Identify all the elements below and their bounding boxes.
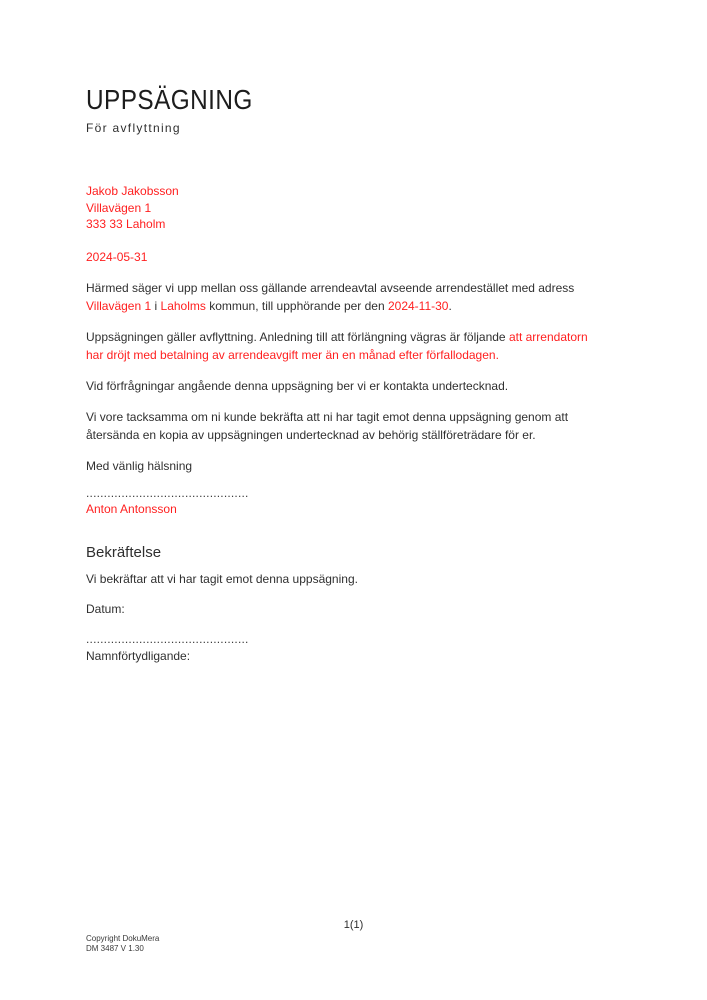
recipient-block (86, 183, 634, 233)
signature-line: .............................................. (86, 485, 249, 500)
field-reason-continued: har dröjt med betalning av arrendeavgift mer än en månad efter förfallodagen. (86, 347, 499, 362)
letter-date: 2024-05-31 (86, 249, 148, 264)
text-segment: i (151, 298, 161, 313)
document-title: UPPSÄGNING (86, 84, 253, 115)
confirmation-signature-line: .............................................. (86, 631, 249, 646)
paragraph-termination (86, 279, 634, 315)
recipient-name: Jakob Jakobsson (86, 184, 179, 198)
text-segment: . (448, 298, 452, 313)
document-subtitle: För avflyttning (86, 121, 181, 135)
letter-content (86, 86, 634, 665)
field-reason-start: att arrendatorn (508, 329, 588, 344)
field-property-address: Villavägen 1 (86, 298, 152, 313)
document-id: DM 3487 V 1.30 (86, 944, 144, 953)
text-segment: kommun, till upphörande per den (205, 298, 388, 313)
paragraph-contact: Vid förfrågningar angående denna uppsägning ber vi er kontakta undertecknad. (86, 378, 509, 393)
paragraph-line: Vi vore tacksamma om ni kunde bekräfta att ni har tagit emot denna uppsägning genom att (86, 409, 569, 424)
paragraph-reason (86, 328, 634, 364)
paragraph-line (86, 328, 634, 346)
recipient-street: Villavägen 1 (86, 200, 152, 215)
paragraph-line (86, 297, 634, 315)
confirmation-heading: Bekräftelse (86, 543, 162, 561)
confirmation-date-label: Datum: (86, 601, 125, 616)
paragraph-line: återsända en kopia av uppsägningen undertecknad av behörig ställföreträdare för er. (86, 427, 536, 442)
page-number: 1(1) (343, 919, 364, 931)
paragraph-line: Härmed säger vi upp mellan oss gällande arrendeavtal avseende arrendestället med adress (86, 280, 575, 295)
text-segment: Uppsägningen gäller avflyttning. Anledning till att förlängning vägras är följande (86, 329, 509, 344)
footer-copyright-block (86, 934, 159, 954)
confirmation-text: Vi bekräftar att vi har tagit emot denna uppsägning. (86, 571, 358, 586)
recipient-postal-city: 333 33 Laholm (86, 217, 166, 231)
field-termination-date: 2024-11-30 (387, 298, 449, 313)
copyright-line: Copyright DokuMera (86, 934, 160, 943)
field-municipality: Laholms (160, 298, 206, 313)
closing-phrase: Med vänlig hälsning (86, 458, 193, 473)
signatory-name: Anton Antonsson (86, 501, 177, 516)
paragraph-confirm-request (86, 408, 634, 444)
confirmation-name-label: Namnförtydligande: (86, 648, 191, 663)
